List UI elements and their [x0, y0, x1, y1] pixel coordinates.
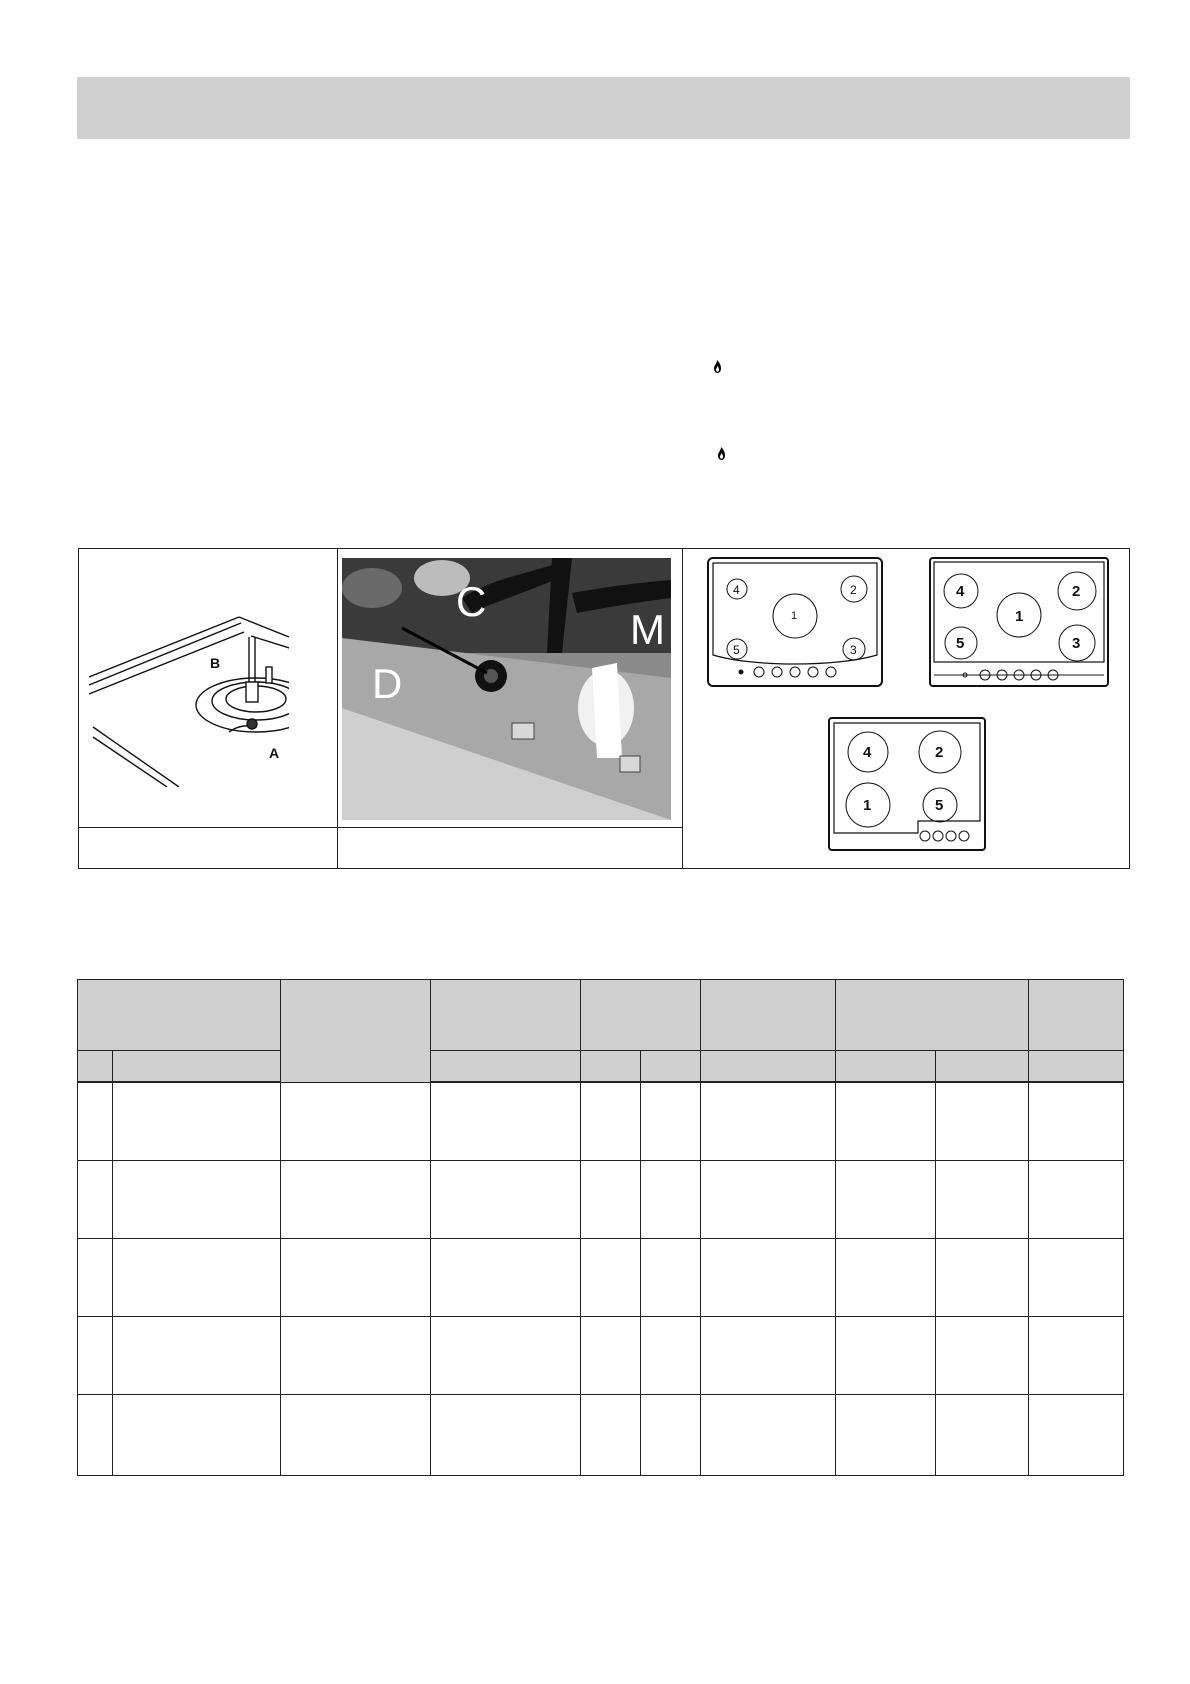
table-cell [78, 1082, 113, 1161]
table-cell [281, 1317, 431, 1395]
table-header-cell [836, 980, 1029, 1051]
header-band [77, 77, 1130, 139]
hob-zone-label: 1 [1015, 608, 1024, 625]
table-row [78, 1395, 1124, 1476]
table-header-cell [581, 980, 701, 1051]
table-cell [836, 1395, 936, 1476]
table-cell [641, 1395, 701, 1476]
table-header-cell [1029, 980, 1124, 1051]
label-m: M [630, 606, 665, 653]
table-cell [641, 1082, 701, 1161]
table-cell [281, 1082, 431, 1161]
table-subheader-cell [936, 1051, 1029, 1083]
hob-zone-label: 4 [733, 583, 740, 597]
hob-zone-label: 3 [1072, 635, 1081, 652]
burner-data-table [77, 979, 1124, 1476]
table-header-cell [78, 980, 281, 1051]
table-subheader-cell [113, 1051, 281, 1083]
table-subheader-cell [641, 1051, 701, 1083]
hob-zone-label: 5 [733, 643, 740, 657]
table-cell [836, 1239, 936, 1317]
table-cell [281, 1161, 431, 1239]
table-cell [431, 1239, 581, 1317]
table-cell [581, 1161, 641, 1239]
table-cell [701, 1161, 836, 1239]
table-cell [936, 1161, 1029, 1239]
table-cell [113, 1161, 281, 1239]
table-cell [281, 1239, 431, 1317]
table-cell [641, 1317, 701, 1395]
table-cell [641, 1239, 701, 1317]
table-cell [78, 1395, 113, 1476]
hob-layout-five-large [929, 557, 1109, 689]
hob-zone-label: 1 [791, 610, 798, 622]
table-header-cell [701, 980, 836, 1051]
table-row [78, 1317, 1124, 1395]
hob-zone-label: 4 [956, 583, 965, 600]
table-cell [581, 1395, 641, 1476]
table-subheader-cell [581, 1051, 641, 1083]
table-cell [701, 1395, 836, 1476]
table-cell [701, 1239, 836, 1317]
table-cell [836, 1317, 936, 1395]
table-cell [936, 1239, 1029, 1317]
table-cell [431, 1317, 581, 1395]
table-cell [1029, 1161, 1124, 1239]
label-d: D [372, 660, 403, 707]
hob-zone-label: 2 [850, 583, 857, 597]
caption-row-1 [79, 827, 337, 868]
hob-layout-four [828, 717, 986, 853]
label-c: C [456, 578, 487, 625]
table-header-row [78, 980, 1124, 1051]
table-cell [1029, 1317, 1124, 1395]
table-cell [431, 1161, 581, 1239]
hob-layouts-cell [683, 549, 1129, 868]
table-cell [701, 1082, 836, 1161]
table-cell [113, 1082, 281, 1161]
table-cell [113, 1239, 281, 1317]
label-a: A [269, 745, 280, 761]
hob-zone-label: 3 [850, 643, 857, 657]
control-knob-photo [342, 558, 671, 820]
table-cell [936, 1082, 1029, 1161]
hob-zone-label: 5 [935, 797, 944, 814]
table-cell [581, 1317, 641, 1395]
flame-icon [714, 360, 721, 373]
table-row [78, 1239, 1124, 1317]
table-header-cell [431, 980, 581, 1051]
burner-drawing-cell [79, 549, 338, 868]
table-cell [581, 1082, 641, 1161]
hob-zone-label: 2 [1072, 583, 1081, 600]
table-cell [641, 1161, 701, 1239]
hob-zone-label: 2 [935, 744, 944, 761]
figure-panel [78, 548, 1130, 869]
table-cell [701, 1317, 836, 1395]
table-cell [113, 1395, 281, 1476]
table-cell [1029, 1395, 1124, 1476]
table-cell [836, 1082, 936, 1161]
table-row [78, 1082, 1124, 1161]
table-cell [113, 1317, 281, 1395]
table-subheader-cell [1029, 1051, 1124, 1083]
table-row [78, 1161, 1124, 1239]
table-header-cell [281, 980, 431, 1083]
table-cell [431, 1395, 581, 1476]
table-cell [78, 1239, 113, 1317]
table-subheader-cell [431, 1051, 581, 1083]
hob-layout-five-small [707, 557, 883, 689]
caption-row-2 [338, 827, 682, 868]
table-subheader-row [78, 1051, 1124, 1083]
hob-zone-label: 1 [863, 797, 872, 814]
table-cell [936, 1395, 1029, 1476]
hob-zone-label: 4 [863, 744, 872, 761]
hob-zone-label: 5 [956, 635, 965, 652]
table-cell [936, 1317, 1029, 1395]
table-cell [1029, 1239, 1124, 1317]
table-cell [281, 1395, 431, 1476]
table-subheader-cell [836, 1051, 936, 1083]
control-knob-photo-cell [338, 549, 683, 868]
table-cell [78, 1161, 113, 1239]
table-cell [431, 1082, 581, 1161]
burner-drawing [89, 597, 289, 787]
table-cell [78, 1317, 113, 1395]
label-b: B [210, 655, 221, 671]
table-subheader-cell [78, 1051, 113, 1083]
table-cell [581, 1239, 641, 1317]
flame-icon [718, 447, 725, 460]
table-subheader-cell [701, 1051, 836, 1083]
table-cell [1029, 1082, 1124, 1161]
table-cell [836, 1161, 936, 1239]
